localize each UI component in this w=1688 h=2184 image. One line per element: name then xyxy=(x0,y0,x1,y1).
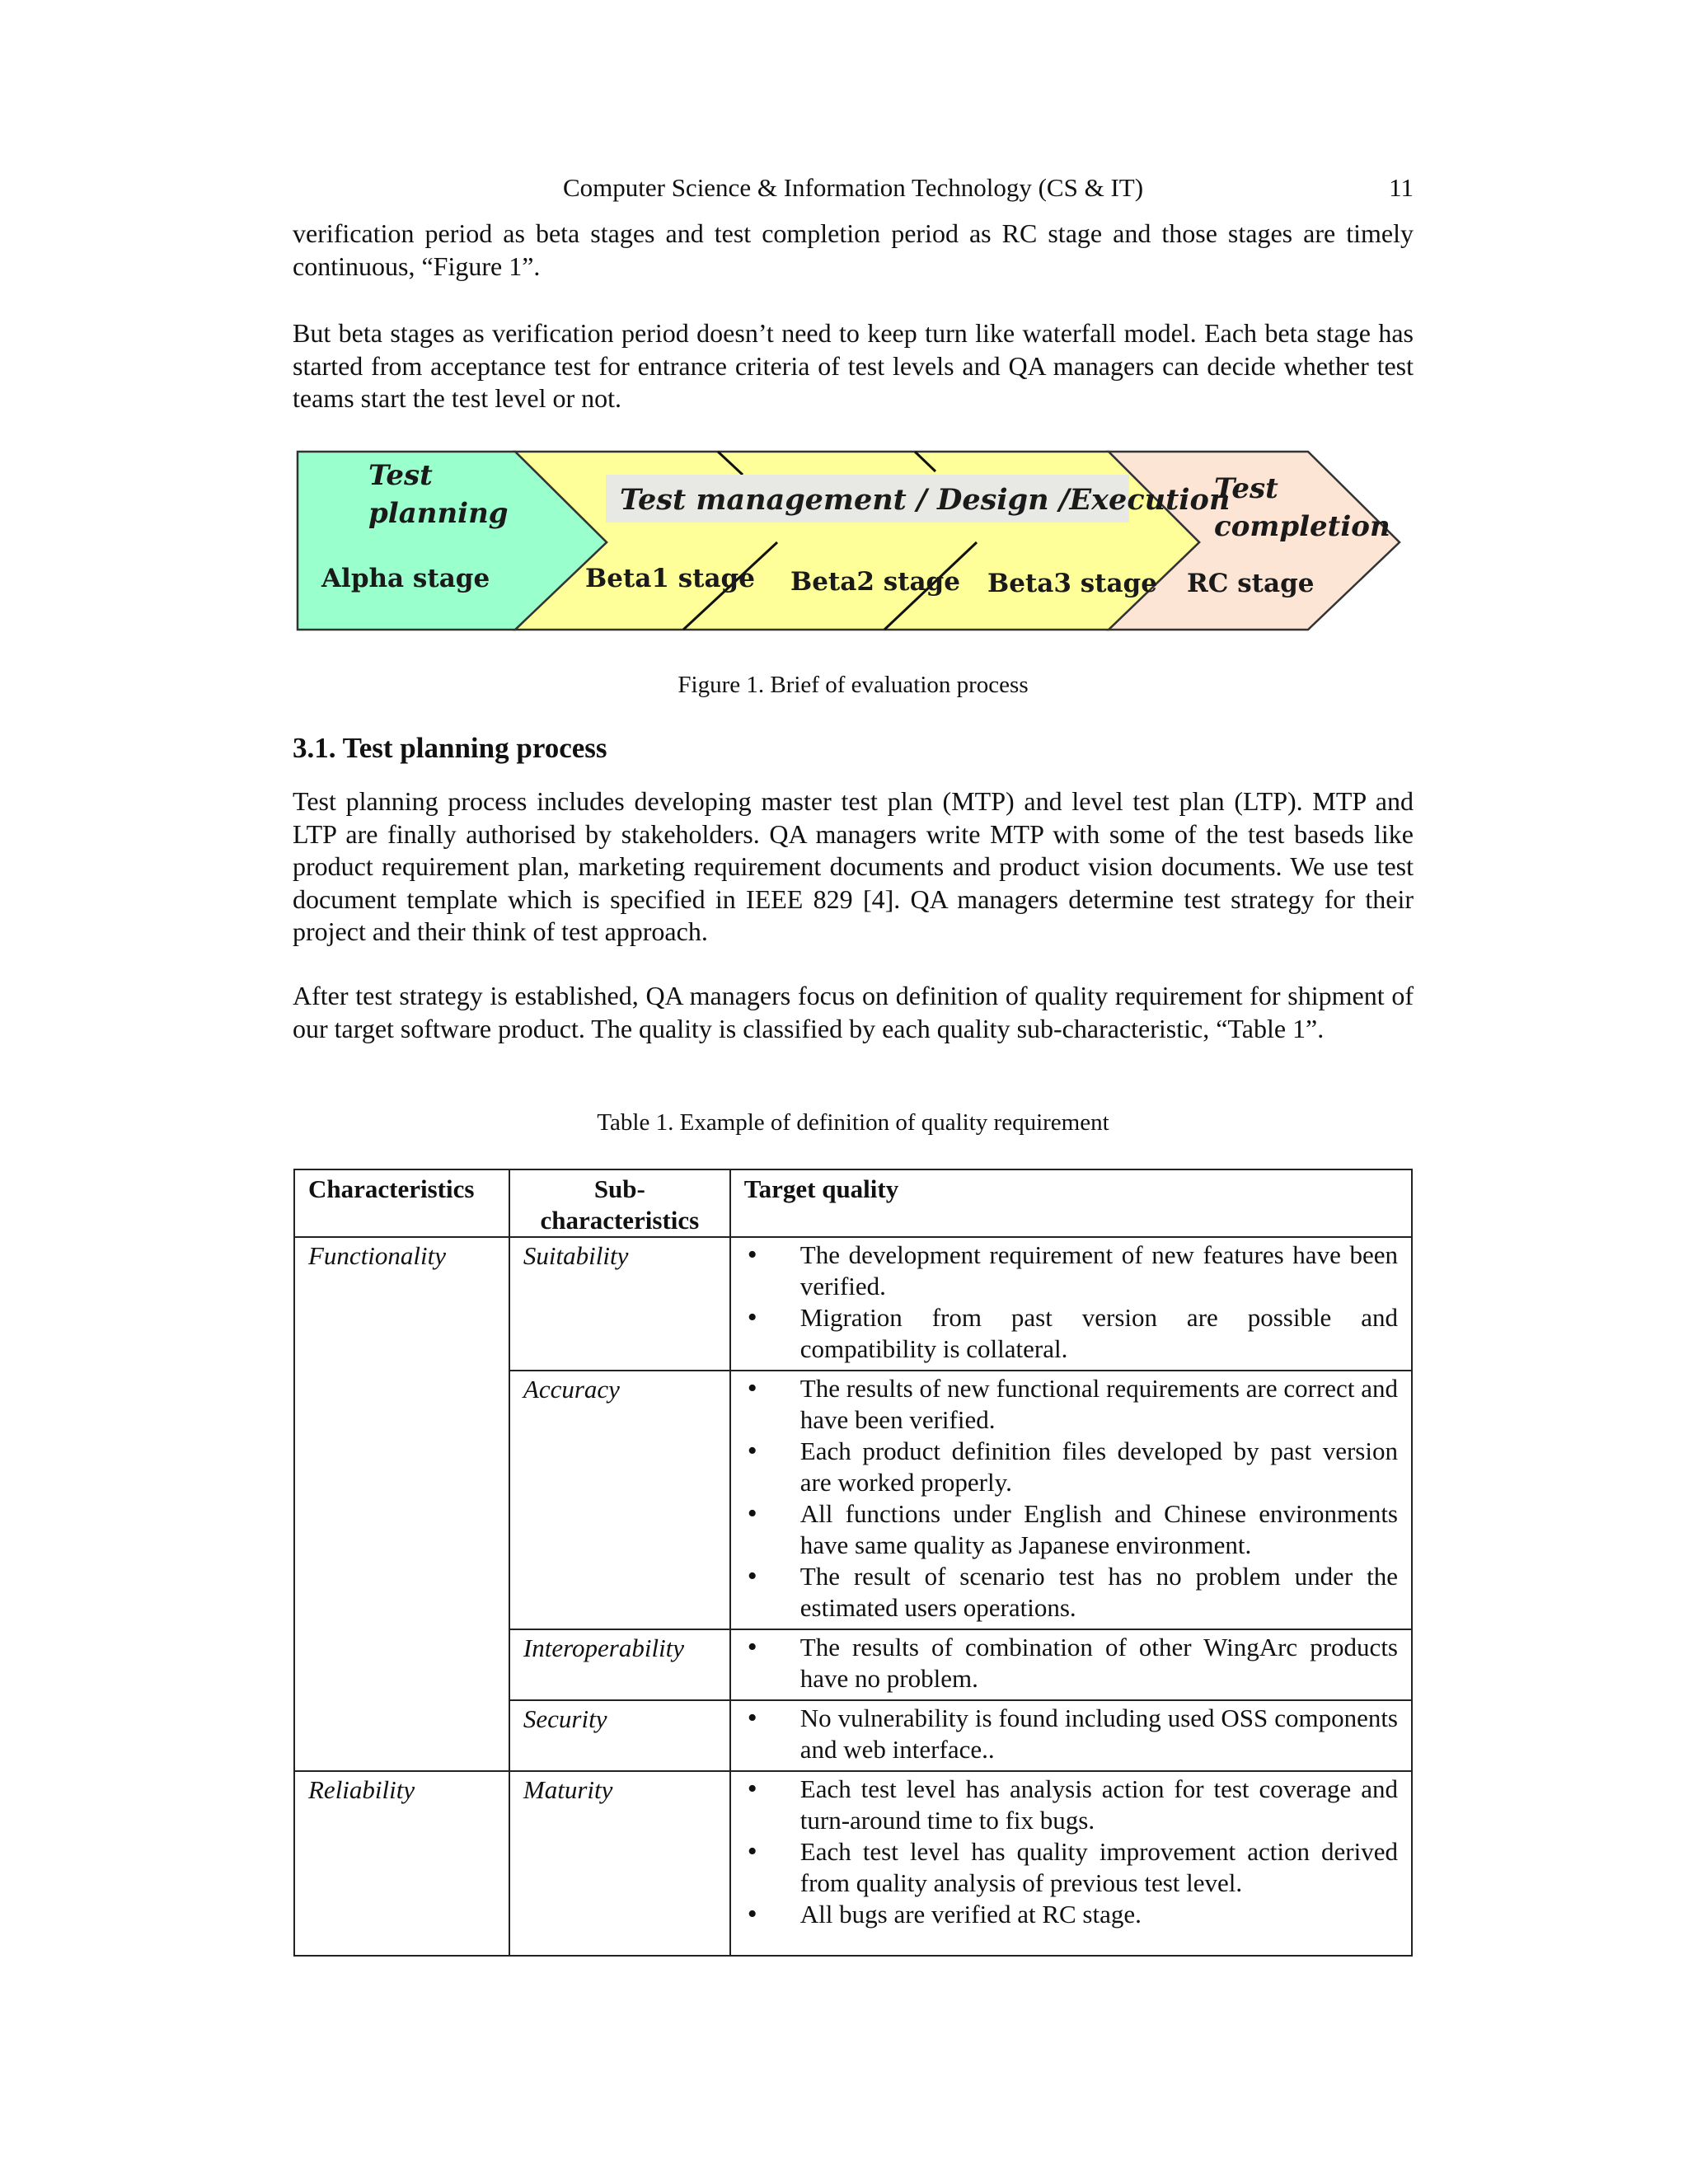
list-item: • The results of combination of other WingArc products have no problem. xyxy=(748,1632,1398,1694)
sub-characteristic-cell: Interoperability xyxy=(509,1629,730,1700)
target-quality-cell xyxy=(730,1771,1412,1956)
list-item: • Migration from past version are possible and compatibility is collateral. xyxy=(748,1302,1398,1365)
table-row xyxy=(294,1771,1412,1956)
target-quality-cell xyxy=(730,1629,1412,1700)
paragraph-4: After test strategy is established, QA managers focus on definition of quality requirement for shipment of our target software product. The quality is classified by each quality sub-characteristic, “Table 1”. xyxy=(293,981,1414,1043)
list-item: • No vulnerability is found including used OSS components and web interface.. xyxy=(748,1703,1398,1765)
test-completion-label-2: completion xyxy=(1214,510,1390,543)
header-characteristics: Characteristics xyxy=(294,1169,509,1237)
list-item: • The results of new functional requirements are correct and have been verified. xyxy=(748,1373,1398,1436)
list-item: • All functions under English and Chinese environments have same quality as Japanese environment. xyxy=(748,1498,1398,1561)
journal-title: Computer Science & Information Technology (CS & IT) xyxy=(562,173,1144,202)
test-planning-label-2: planning xyxy=(368,497,509,530)
table-row xyxy=(294,1237,1412,1371)
target-quality-cell xyxy=(730,1700,1412,1771)
page-number: 11 xyxy=(1389,173,1414,202)
sub-characteristic-cell: Security xyxy=(509,1700,730,1771)
quality-requirement-table xyxy=(293,1169,1413,1957)
sub-characteristic-cell: Suitability xyxy=(509,1237,730,1371)
table-caption: Table 1. Example of definition of quality requirement xyxy=(597,1109,1109,1136)
section-heading: 3.1. Test planning process xyxy=(293,732,607,764)
beta2-stage-label: Beta2 stage xyxy=(790,567,960,597)
paragraph-3: Test planning process includes developing master test plan (MTP) and level test plan (LTP). MTP and LTP are finally authorised by stakeholders. QA managers write MTP with some of the test baseds like product requirement plan, marketing requirement documents and product vision documents. We use test document template which is specified in IEEE 829 [4]. QA managers determine test strategy for their project and their think of test approach. xyxy=(293,786,1414,946)
beta1-stage-label: Beta1 stage xyxy=(585,564,755,593)
list-item: • The development requirement of new features have been verified. xyxy=(748,1240,1398,1302)
paragraph-1: verification period as beta stages and test completion period as RC stage and those stages are timely continuous, “Figure 1”. xyxy=(293,218,1414,281)
figure-caption: Figure 1. Brief of evaluation process xyxy=(678,672,1029,698)
list-item: • Each test level has quality improvement action derived from quality analysis of previous test level. xyxy=(748,1836,1398,1899)
alpha-stage-label: Alpha stage xyxy=(321,564,490,593)
paragraph-2: But beta stages as verification period doesn’t need to keep turn like waterfall model. Each beta stage has started from acceptance test for entrance criteria of test levels and QA managers can decide whether test teams start the test level or not. xyxy=(293,318,1414,413)
list-item: • The result of scenario test has no problem under the estimated users operations. xyxy=(748,1561,1398,1624)
sub-characteristic-cell: Maturity xyxy=(509,1771,730,1956)
rc-stage-label: RC stage xyxy=(1187,569,1315,598)
running-header xyxy=(293,173,1414,206)
beta3-stage-label: Beta3 stage xyxy=(987,569,1157,598)
list-item: • All bugs are verified at RC stage. xyxy=(748,1899,1398,1930)
list-item: • Each product definition files developed by past version are worked properly. xyxy=(748,1436,1398,1498)
characteristic-cell: Functionality xyxy=(294,1237,509,1771)
header-sub-characteristics: Sub-characteristics xyxy=(509,1169,730,1237)
characteristic-cell: Reliability xyxy=(294,1771,509,1956)
target-quality-cell xyxy=(730,1237,1412,1371)
header-target-quality: Target quality xyxy=(730,1169,1412,1237)
figure-evaluation-process xyxy=(293,445,1414,635)
banner-label: Test management / Design /Execution xyxy=(620,483,1231,517)
sub-characteristic-cell: Accuracy xyxy=(509,1371,730,1629)
list-item: • Each test level has analysis action for test coverage and turn-around time to fix bugs. xyxy=(748,1774,1398,1836)
test-planning-label-1: Test xyxy=(368,459,433,492)
table-header-row xyxy=(294,1169,1412,1237)
target-quality-cell xyxy=(730,1371,1412,1629)
process-arrow-diagram xyxy=(293,445,1414,635)
test-completion-label-1: Test xyxy=(1214,472,1278,505)
